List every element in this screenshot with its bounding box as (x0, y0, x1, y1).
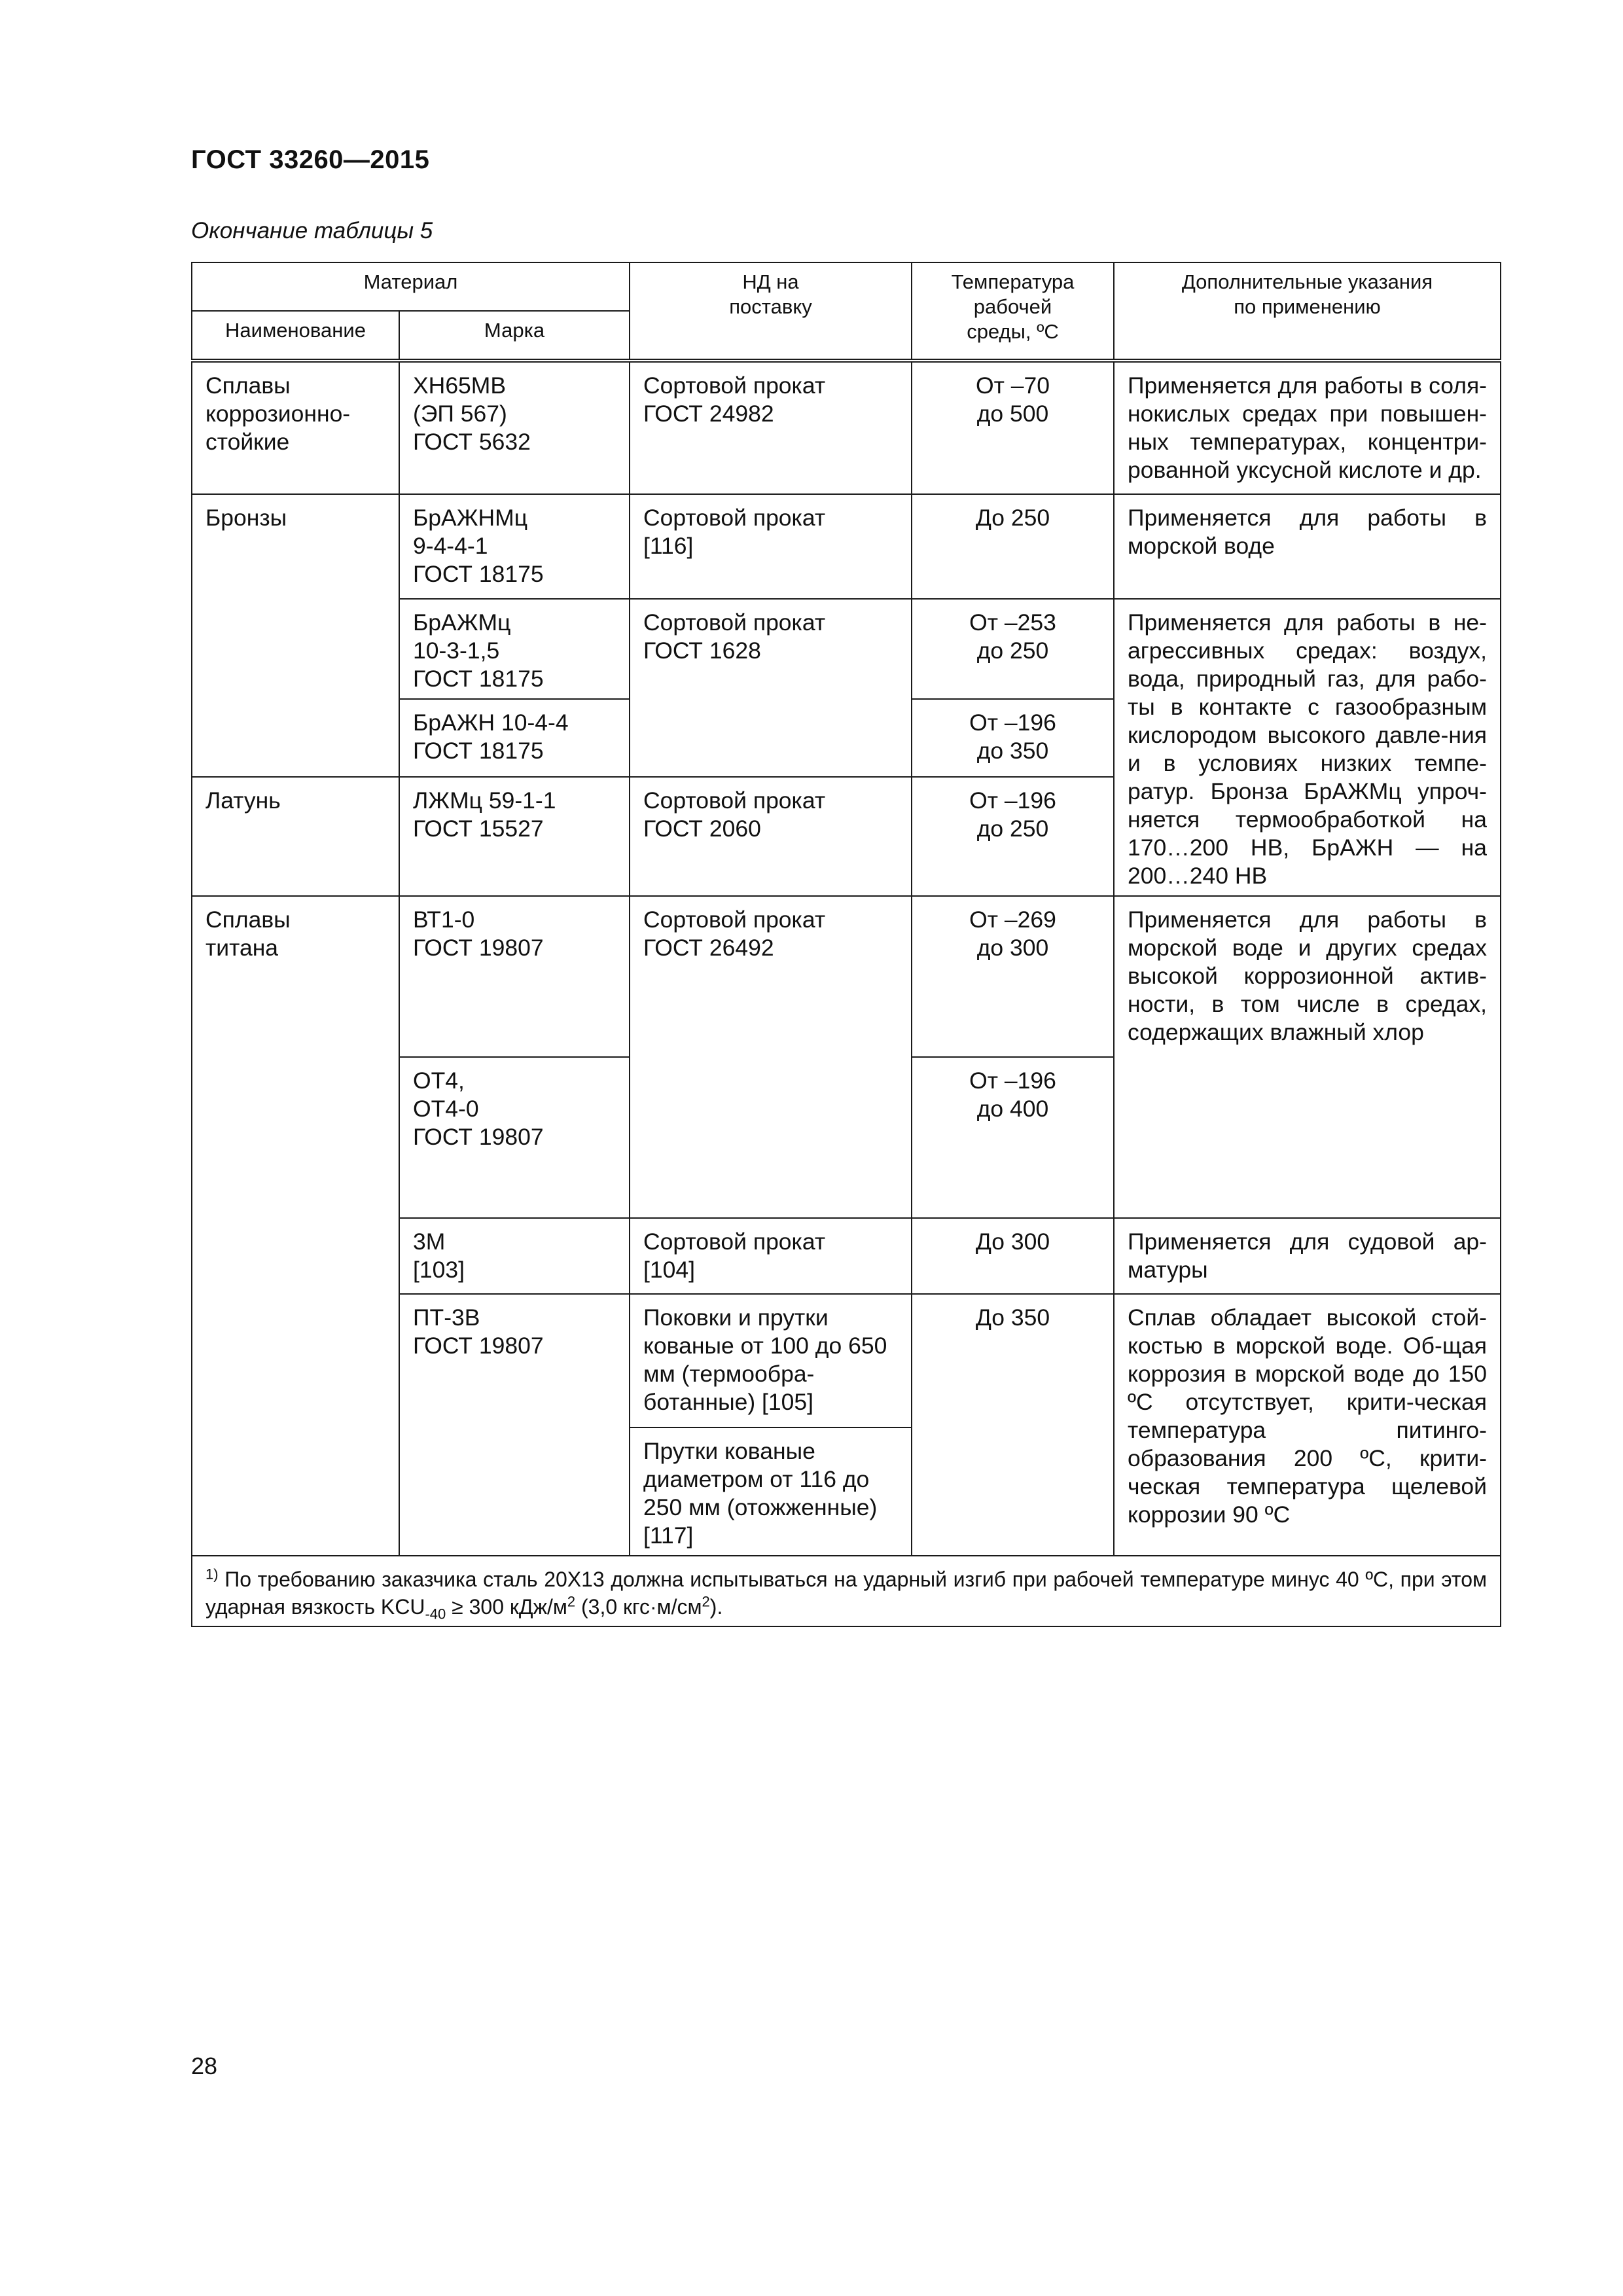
cell-notes: Сплав обладает высокой стой-костью в морской воде. Об-щая коррозия в морской воде до 150 ºС отсутствует, крити-ческая температура питинго-образования 200 ºС, крити-ческая температура щелевой коррозии 90 ºС (1114, 1294, 1501, 1556)
cell-notes: Применяется для работы в морской воде и других средах высокой коррозионной актив-ности, в том числе в средах, содержащих влажный хлор (1114, 896, 1501, 1218)
cell-grade: ПТ-3В ГОСТ 19807 (399, 1294, 630, 1556)
cell-name: Сплавы титана (192, 896, 399, 1556)
cell-temperature: От –196 до 350 (912, 699, 1114, 776)
cell-nd: Сортовой прокат ГОСТ 26492 (630, 896, 912, 1218)
cell-temperature: От –196 до 400 (912, 1057, 1114, 1218)
table-row (192, 896, 1501, 1057)
document-title: ГОСТ 33260—2015 (191, 145, 430, 174)
cell-temperature: От –70 до 500 (912, 361, 1114, 494)
cell-notes: Применяется для работы в не-агрессивных средах: воздух, вода, природный газ, для рабо-ты в контакте с газообразным кислородом высокого давле-ния и в условиях низких темпе-ратур. Бронза БрАЖМц упроч-няется термообработкой на 170…200 НВ, БрАЖН — на 200…240 НВ (1114, 599, 1501, 896)
footnote-subscript: -40 (425, 1605, 446, 1623)
header-temperature: Температура рабочей среды, ºС (912, 262, 1114, 361)
header-nd: НД на поставку (630, 262, 912, 361)
cell-nd: Прутки кованые диаметром от 116 до 250 мм (отожженные) [117] (630, 1427, 912, 1556)
cell-nd: Поковки и прутки кованые от 100 до 650 мм (термообра-ботанные) [105] (630, 1294, 912, 1427)
cell-temperature: До 250 (912, 494, 1114, 599)
footnote-text-4: ). (709, 1595, 723, 1619)
footnote-sup-1: 2 (567, 1593, 576, 1610)
cell-grade: 3М [103] (399, 1218, 630, 1294)
cell-grade: ЛЖМц 59-1-1 ГОСТ 15527 (399, 777, 630, 896)
cell-grade: ОТ4, ОТ4-0 ГОСТ 19807 (399, 1057, 630, 1218)
cell-grade: ХН65МВ (ЭП 567) ГОСТ 5632 (399, 361, 630, 494)
cell-nd: Сортовой прокат ГОСТ 1628 (630, 599, 912, 777)
cell-name: Сплавы коррозионно- стойкие (192, 361, 399, 494)
table-footnote (192, 1556, 1501, 1626)
cell-nd: Сортовой прокат ГОСТ 2060 (630, 777, 912, 896)
table-row (192, 494, 1501, 599)
materials-table (191, 262, 1501, 1627)
cell-notes: Применяется для работы в морской воде (1114, 494, 1501, 599)
footnote-sup-2: 2 (702, 1593, 710, 1610)
cell-grade: БрАЖНМц 9-4-4-1 ГОСТ 18175 (399, 494, 630, 599)
cell-grade: БрАЖМц 10-3-1,5 ГОСТ 18175 (399, 599, 630, 699)
header-notes: Дополнительные указания по применению (1114, 262, 1501, 361)
cell-name: Латунь (192, 777, 399, 896)
header-grade: Марка (399, 311, 630, 361)
cell-grade: ВТ1-0 ГОСТ 19807 (399, 896, 630, 1057)
cell-grade: БрАЖН 10-4-4 ГОСТ 18175 (399, 699, 630, 776)
header-material: Материал (192, 262, 630, 311)
table-row (192, 361, 1501, 494)
cell-temperature: До 350 (912, 1294, 1114, 1556)
footnote-marker: 1) (205, 1566, 219, 1583)
cell-nd: Сортовой прокат [104] (630, 1218, 912, 1294)
footnote-text-2: ≥ 300 кДж/м (446, 1595, 567, 1619)
cell-temperature: От –269 до 300 (912, 896, 1114, 1057)
page-number: 28 (191, 2053, 218, 2079)
header-name: Наименование (192, 311, 399, 361)
cell-notes: Применяется для работы в соля-нокислых средах при повышен-ных температурах, концентри-рованной уксусной кислоте и др. (1114, 361, 1501, 494)
cell-temperature: До 300 (912, 1218, 1114, 1294)
cell-notes: Применяется для судовой ар-матуры (1114, 1218, 1501, 1294)
cell-temperature: От –253 до 250 (912, 599, 1114, 699)
footnote-text-1: По требованию заказчика сталь 20Х13 должна испытываться на ударный изгиб при рабочей температуре минус 40 ºС, при этом ударная вязкость KCU (205, 1568, 1487, 1619)
cell-name: Бронзы (192, 494, 399, 777)
cell-nd: Сортовой прокат ГОСТ 24982 (630, 361, 912, 494)
table-caption: Окончание таблицы 5 (191, 218, 433, 243)
cell-nd: Сортовой прокат [116] (630, 494, 912, 599)
footnote-row (192, 1556, 1501, 1626)
footnote-text-3: (3,0 кгс·м/см (575, 1595, 702, 1619)
cell-temperature: От –196 до 250 (912, 777, 1114, 896)
